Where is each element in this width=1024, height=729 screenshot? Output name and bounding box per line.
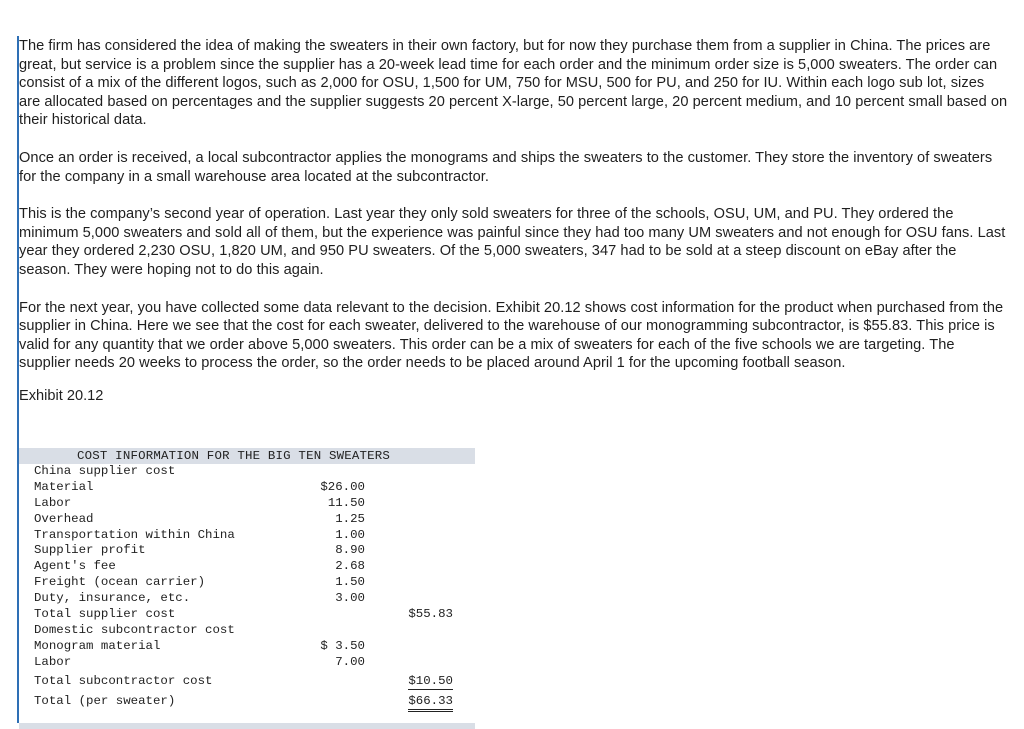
row-label: Duty, insurance, etc. [34,591,191,606]
row-label: Freight (ocean carrier) [34,575,206,590]
table-row [19,496,475,512]
row-value: 2.68 [335,559,365,574]
row-label: Total supplier cost [34,607,176,622]
document-body [19,37,1009,405]
table-row [19,512,475,528]
row-value: 1.25 [335,511,365,526]
row-value: 8.90 [335,543,365,558]
paragraph-2: Once an order is received, a local subcontractor applies the monograms and ships the sweaters to the customer. They store the inventory of sweaters for the company in a small warehouse area located at the subcontractor. [19,149,993,185]
row-label: China supplier cost [34,464,176,478]
cost-table [19,448,475,729]
row-label: Labor [34,495,72,510]
table-row [19,623,475,639]
row-value: 7.00 [335,654,365,669]
table-row [19,464,475,480]
table-row [19,559,475,575]
row-value: 1.00 [335,527,365,542]
row-label: Domestic subcontractor cost [34,622,235,637]
row-grand-total: $66.33 [408,693,453,712]
row-label: Total (per sweater) [34,693,176,708]
exhibit-label: Exhibit 20.12 [19,387,104,404]
paragraph-3: This is the company’s second year of operation. Last year they only sold sweaters for three of the schools, OSU, UM, and PU. They ordered the minimum 5,000 sweaters and sold all of them, but the experience was painful since they had too many UM sweaters and not enough for OSU fans. Last year they ordered 2,230 OSU, 1,820 UM, and 950 PU sweaters. Of the 5,000 sweaters, 347 had to be sold at a steep discount on eBay after the season. They were hoping not to do this again. [19,206,1006,278]
row-value: 3.00 [335,591,365,606]
table-footer-bar [19,723,475,729]
table-row [19,528,475,544]
table-title: COST INFORMATION FOR THE BIG TEN SWEATERS [19,448,475,464]
table-row [19,639,475,655]
table-row [19,575,475,591]
table-row [19,655,475,671]
table-row [19,543,475,559]
row-value: $26.00 [320,479,365,494]
row-label: Transportation within China [34,527,235,542]
table-row [19,480,475,496]
row-value: 1.50 [335,575,365,590]
row-total: $55.83 [408,607,453,622]
table-row [19,607,475,623]
row-label: Overhead [34,511,94,526]
table-row [19,591,475,607]
row-label: Total subcontractor cost [34,673,213,688]
paragraph-4: For the next year, you have collected some data relevant to the decision. Exhibit 20.12 shows cost information for the product when purchased from the supplier in China. Here we see that the cost for each sweater, delivered to the warehouse of our monogramming subcontractor, is $55.83. This price is valid for any quantity that we order above 5,000 sweaters. This order can be a mix of sweaters for each of the five schools we are targeting. The supplier needs 20 weeks to process the order, so the order needs to be placed around April 1 for the upcoming football season. [19,299,1004,372]
row-label: Material [34,479,94,494]
row-label: Supplier profit [34,543,146,558]
row-total: $10.50 [408,673,453,688]
row-label: Monogram material [34,638,161,653]
row-value: 11.50 [327,495,365,510]
table-row [19,691,475,711]
row-label: Labor [34,654,72,669]
row-label: Agent's fee [34,559,116,574]
paragraph-1: The firm has considered the idea of making the sweaters in their own factory, but for now they purchase them from a supplier in China. The prices are great, but service is a problem since the supplier has a 20-week lead time for each order and the minimum order size is 5,000 sweaters. The order can consist of a mix of the different logos, such as 2,000 for OSU, 1,500 for UM, 750 for MSU, 500 for PU, and 250 for IU. Within each logo sub lot, sizes are allocated based on percentages and the supplier suggests 20 percent X-large, 50 percent large, 20 percent medium, and 10 percent small based on their historical data. [19,38,1008,129]
row-value: $ 3.50 [320,638,365,653]
table-row [19,671,475,691]
